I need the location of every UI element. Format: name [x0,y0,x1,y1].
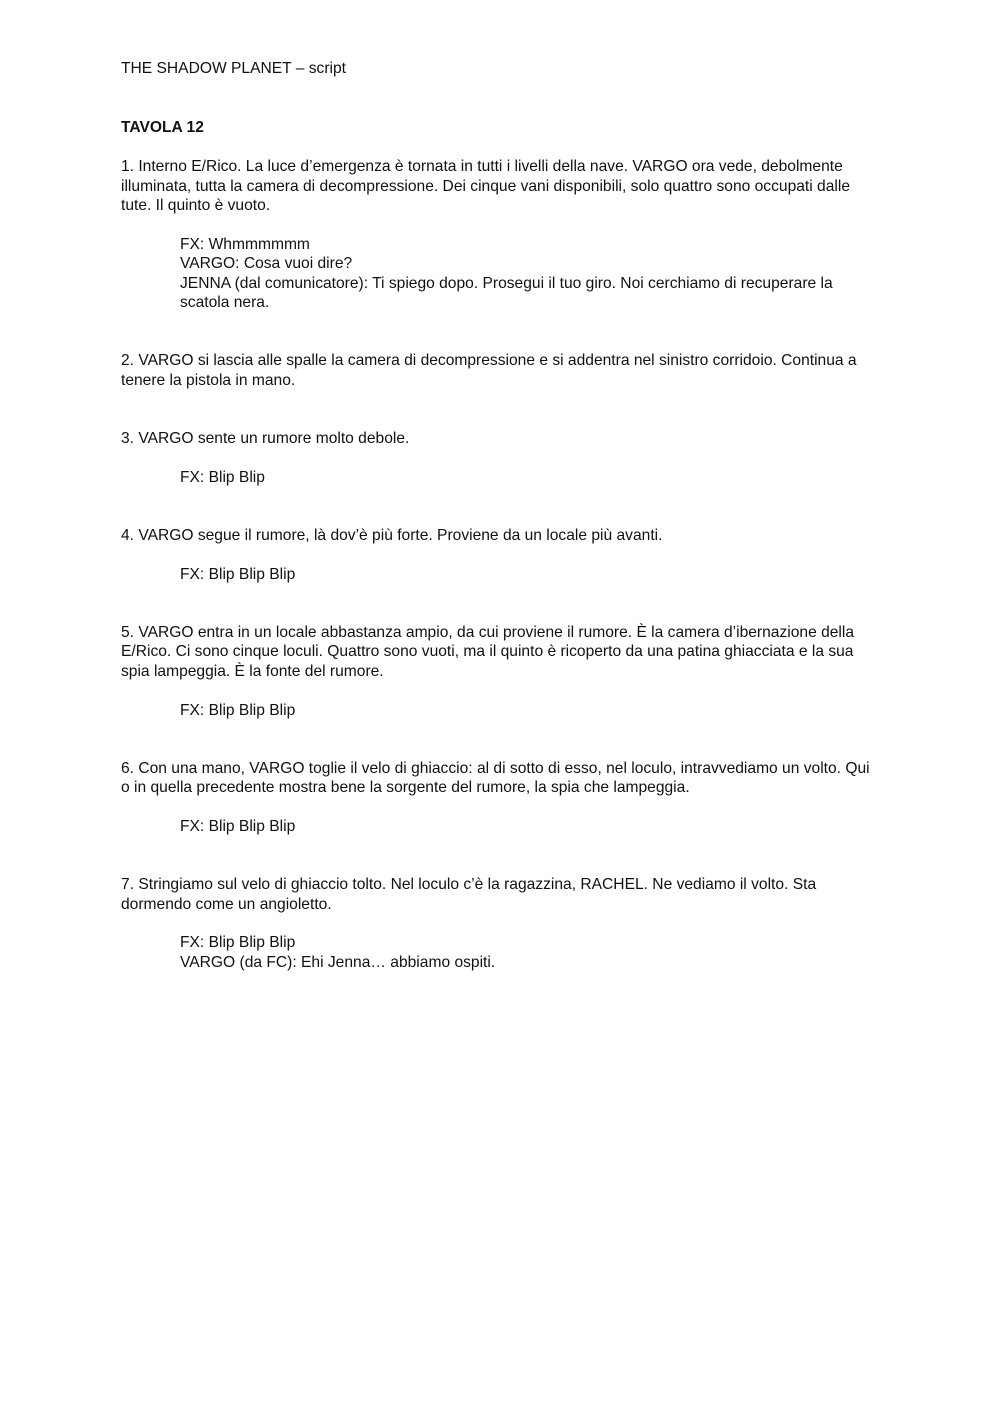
page-title: TAVOLA 12 [121,119,204,136]
dialogue-block [180,235,881,313]
dialogue-line: JENNA (dal comunicatore): Ti spiego dopo. Prosegui il tuo giro. Noi cerchiamo di recuperare la scatola nera. [180,274,833,312]
sound-effect-line: FX: Blip Blip [180,468,265,486]
panel-2 [121,351,881,390]
dialogue-line: VARGO (da FC): Ehi Jenna… abbiamo ospiti. [180,953,496,971]
sound-effect-line: FX: Blip Blip Blip [180,934,296,952]
panel-7 [121,875,881,972]
panel-4 [121,526,881,584]
panel-description: 7. Stringiamo sul velo di ghiaccio tolto. Nel loculo c’è la ragazzina, RACHEL. Ne vediamo il volto. Sta dormendo come un angioletto. [121,876,817,913]
dialogue-block [180,933,881,972]
panel-description: 2. VARGO si lascia alle spalle la camera di decompressione e si addentra nel sinistro corridoio. Continua a tenere la pistola in mano. [121,352,857,389]
dialogue-block [180,817,881,836]
sound-effect-line: FX: Whmmmmmm [180,236,310,253]
sound-effect-line: FX: Blip Blip Blip [180,818,296,836]
panel-1 [121,157,881,312]
panel-description: 5. VARGO entra in un locale abbastanza ampio, da cui proviene il rumore. È la camera d’ibernazione della E/Rico. Ci sono cinque loculi. Quattro sono vuoti, ma il quinto è ricoperto da una patina ghiacciata e la sua spia lampeggia. È la fonte del rumore. [121,624,855,680]
dialogue-block [180,701,881,720]
panel-6 [121,759,881,837]
dialogue-block [180,565,881,584]
dialogue-block [180,468,881,487]
panel-5 [121,623,881,720]
panel-3 [121,429,881,487]
panel-description: 6. Con una mano, VARGO toglie il velo di ghiaccio: al di sotto di esso, nel loculo, intravvediamo un volto. Qui o in quella precedente mostra bene la sorgente del rumore, la spia che lampeggia. [121,759,870,797]
document-header: THE SHADOW PLANET – script [121,60,346,77]
script-page [121,59,881,972]
dialogue-line: VARGO: Cosa vuoi dire? [180,255,353,273]
sound-effect-line: FX: Blip Blip Blip [180,565,296,583]
panel-description: 4. VARGO segue il rumore, là dov’è più forte. Proviene da un locale più avanti. [121,527,663,545]
panel-description: 3. VARGO sente un rumore molto debole. [121,430,410,448]
sound-effect-line: FX: Blip Blip Blip [180,701,296,719]
panel-description: 1. Interno E/Rico. La luce d’emergenza è tornata in tutti i livelli della nave. VARGO ora vede, debolmente illuminata, tutta la camera di decompressione. Dei cinque vani disponibili, solo quattro sono occupati dalle tute. Il quinto è vuoto. [121,158,850,215]
